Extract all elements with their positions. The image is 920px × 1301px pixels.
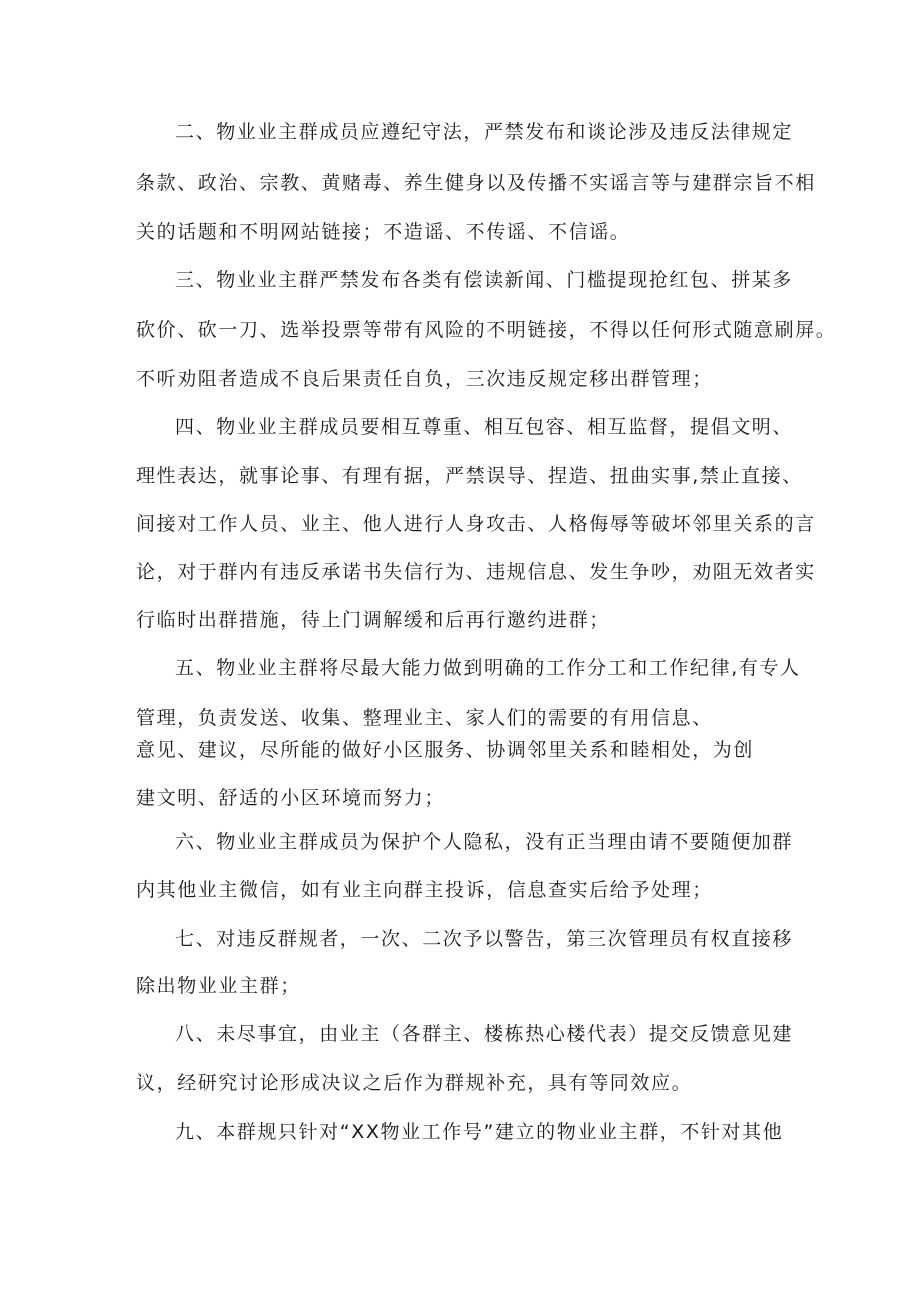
rule-7-line-1: 七、对违反群规者，一次、二次予以警告，第三次管理员有权直接移: [175, 928, 794, 950]
rule-3-line-1: 三、物业业主群严禁发布各类有偿读新闻、门槛提现抢红包、拼某多: [175, 269, 794, 291]
rule-8-line-2: 议，经研究讨论形成决议之后作为群规补充，具有等同效应。: [136, 1072, 693, 1094]
rule-2-line-3: 关的话题和不明网站链接；不造谣、不传谣、不信谣。: [136, 221, 631, 243]
rule-5-line-1: 五、物业业主群将尽最大能力做到明确的工作分工和工作纪律,有专人: [175, 657, 801, 679]
rule-3-line-3: 不听劝阻者造成不良后果责任自负，三次违反规定移出群管理；: [136, 368, 713, 390]
rule-6-line-2: 内其他业主微信，如有业主向群主投诉，信息查实后给予处理；: [136, 879, 713, 901]
rule-5-line-4: 建文明、舒适的小区环境而努力；: [136, 787, 446, 809]
rule-9-line-1: 九、本群规只针对“XX物业工作号”建立的物业业主群，不针对其他: [175, 1121, 784, 1143]
rule-4-line-4: 论，对于群内有违反承诺书失信行为、违规信息、发生争吵，劝阻无效者实: [136, 561, 816, 583]
rule-4-line-2: 理性表达，就事论事、有理有据，严禁误导、捏造、扭曲实事,禁止直接、: [136, 465, 803, 487]
rule-5-line-2: 管理，负责发送、收集、整理业主、家人们的需要的有用信息、: [136, 707, 713, 729]
rule-2-line-1: 二、物业业主群成员应遵纪守法，严禁发布和谈论涉及违反法律规定: [175, 121, 794, 143]
rule-4-line-5: 行临时出群措施，待上门调解缓和后再行邀约进群；: [136, 609, 610, 631]
rule-4-line-1: 四、物业业主群成员要相互尊重、相互包容、相互监督，提倡文明、: [175, 416, 794, 438]
rule-7-line-2: 除出物业业主群；: [136, 975, 301, 997]
rule-6-line-1: 六、物业业主群成员为保护个人隐私，没有正当理由请不要随便加群: [175, 831, 794, 853]
rule-3-line-2: 砍价、砍一刀、选举投票等带有风险的不明链接，不得以任何形式随意刷屏。: [136, 319, 837, 341]
rule-5-line-3: 意见、建议，尽所能的做好小区服务、协调邻里关系和睦相处，为创: [136, 739, 755, 761]
rule-2-line-2: 条款、政治、宗教、黄赌毒、养生健身以及传播不实谣言等与建群宗旨不相: [136, 172, 816, 194]
rule-8-line-1: 八、未尽事宜，由业主（各群主、楼栋热心楼代表）提交反馈意见建: [175, 1023, 794, 1045]
rule-4-line-3: 间接对工作人员、业主、他人进行人身攻击、人格侮辱等破坏邻里关系的言: [136, 513, 816, 535]
